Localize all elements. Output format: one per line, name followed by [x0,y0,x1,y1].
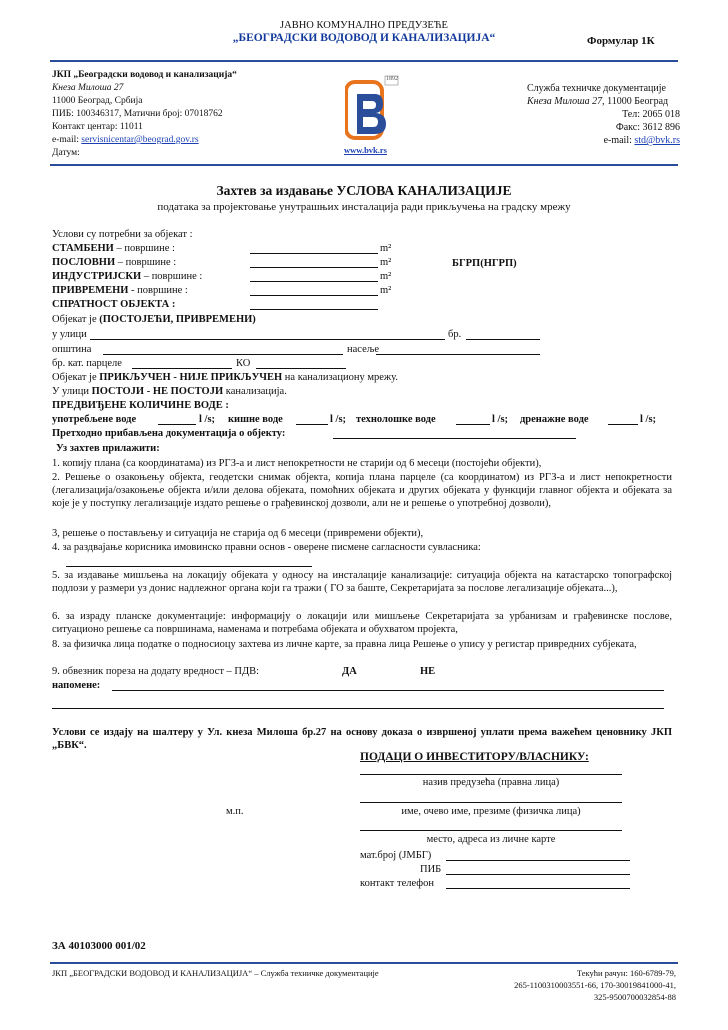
service-address [527,96,668,108]
investor-heading: ПОДАЦИ О ИНВЕСТИТОРУ/ВЛАСНИКУ: [360,751,589,763]
municipality-field[interactable] [103,354,343,355]
unit-temporary: m² [380,285,392,296]
address-caption: место, адреса из личне карте [426,834,556,845]
service-name: Служба техничке документације [527,83,666,94]
sender-ids: ПИБ: 100346317, Матични број: 07018762 [52,109,223,119]
service-email-row [604,135,680,147]
date-label: Датум: [52,148,80,158]
unit-business: m² [380,257,392,268]
bgrp-label: БГРП(НГРП) [452,258,517,269]
form-id: Формулар 1К [587,35,655,47]
footer-account-2: 265-1100310003551-66, 170-30019841000-41, [514,980,676,990]
jmbg-field[interactable] [446,860,630,861]
parcel-label: бр. кат. парцеле [52,358,122,369]
ko-field[interactable] [256,368,346,369]
jmbg-label: мат.број (ЈМБГ) [360,850,432,861]
condition-row-business: ПОСЛОВНИ – површине : [52,257,177,268]
form-subtitle: података за пројектовање унутрашњих инсталација ради прикључења на градску мрежу [157,201,571,213]
logo-year: 1892 [386,76,398,82]
attachment-item-2: 2. Решење о озакоњењу објекта, геодетски снимак објекта, копија плана парцеле (са координатом) из РГЗ-а и лист непокретности (легализација/озакоњење објекта и/или делова објеката, помоћних објеката и других објеката у функцији главног објекта и објеката за које је у поступку легализације издато решење о грађевинској дозволи, али не и решење о употребној дозволи), [52,472,673,509]
vat-no[interactable]: НЕ [420,666,436,677]
note-label: напомене: [52,680,101,691]
street-label: у улици [52,329,87,340]
sender-email-link[interactable]: servisnicentar@beograd.gov.rs [81,135,199,145]
company-caption: назив предузећа (правна лица) [422,777,560,788]
attachments-heading: Уз захтев прилажити: [56,443,160,454]
phone-label: контакт телефон [360,878,434,889]
condition-row-temporary: ПРИВРЕМЕНИ - површине : [52,285,188,296]
qty-tech-unit: l /s; [492,414,509,425]
service-fax: Факс: 3612 896 [615,122,680,133]
sender-contact-center: Контакт центар: 11011 [52,122,143,132]
person-field[interactable] [360,802,622,803]
note-field-2[interactable] [52,708,664,709]
qty-drain-unit: l /s; [640,414,657,425]
number-field[interactable] [466,339,540,340]
sender-divider [50,164,678,166]
connection-row: Објекат је ПРИКЉУЧЕН - НИЈЕ ПРИКЉУЧЕН на канализациону мрежу. [52,372,398,383]
form-title: Захтев за издавање УСЛОВА КАНАЛИЗАЦИЈЕ [216,183,512,198]
pib-field[interactable] [446,874,630,875]
qty-rain-unit: l /s; [330,414,347,425]
service-address-city: , 11000 Београд [602,96,669,107]
qty-tech-label: технолошке воде [356,414,436,425]
service-address-street: Кнеза Милоша 27 [527,96,603,107]
bvk-logo [345,74,399,144]
footer-account-1: Текући рачун: 160-6789-79, [576,968,676,978]
municipality-label: општина [52,344,92,355]
condition-row-industrial: ИНДУСТРИЈСКИ – површине : [52,271,203,282]
number-label: бр. [448,329,462,340]
address-field[interactable] [360,830,622,831]
issue-note: Услови се издају на шалтеру у Ул. кнеза Милоша бр.27 на основу доказа о извршеној уплати према важећем ценовнику ЈКП „БВК“. [52,727,672,751]
sender-street: Кнеза Милоша 27 [52,83,124,93]
company-field[interactable] [360,774,622,775]
phone-field[interactable] [446,888,630,889]
prior-docs-field[interactable] [333,438,576,439]
settlement-label: насеље [347,344,380,355]
conditions-intro: Услови су потребни за објекат : [52,229,193,240]
residential-area-field[interactable] [250,253,378,254]
street-sewer-row: У улици ПОСТОЈИ - НЕ ПОСТОЈИ канализација. [52,386,287,397]
settlement-field[interactable] [376,354,540,355]
industrial-area-field[interactable] [250,281,378,282]
sender-email-label: e-mail: [52,135,79,145]
qty-drain-field[interactable] [608,424,638,425]
attachment-item-3: 3, решење о постављењу и ситуација не старија од 6 месеци (привремени објекти), [52,528,424,539]
person-caption: име, очево име, презиме (физичка лица) [401,806,581,817]
unit-industrial: m² [380,271,392,282]
service-tel: Тел: 2065 018 [622,109,680,120]
condition-row-residential: СТАМБЕНИ – површине : [52,243,175,254]
qty-used-label: употребљене воде [52,414,137,425]
service-email-link[interactable]: std@bvk.rs [634,135,680,146]
qty-rain-field[interactable] [296,424,328,425]
unit-residential: m² [380,243,392,254]
prior-docs-label: Претходно прибављена документација о објекту: [52,428,286,439]
attachment-item-4: 4. за раздвајање корисника имовинско правни основ - оверене писмене сагласности сувласника: [52,542,481,553]
quantities-heading: ПРЕДВИЂЕНЕ КОЛИЧИНЕ ВОДЕ : [52,400,229,411]
attachment-item-8: 8. за физичка лица податке о подносиоцу захтева из личне карте, за правна лица Решење о упису у регистар привредних субјеката, [52,639,637,650]
temporary-area-field[interactable] [250,295,378,296]
floors-field[interactable] [250,309,378,310]
stamp-label: м.п. [226,806,244,817]
note-field[interactable] [112,690,664,691]
qty-used-field[interactable] [158,424,196,425]
attachment-item-1: 1. копију плана (са координатама) из РГЗ-а и лист непокретности не старији од 6 месеци (постојећи објекти), [52,458,542,469]
ko-label: КО [236,358,251,369]
qty-drain-label: дренажне воде [520,414,589,425]
object-status-row: Објекат је (ПОСТОЈЕЋИ, ПРИВРЕМЕНИ) [52,314,256,325]
document-code: ЗА 40103000 001/02 [52,940,146,952]
attachment-item-9: 9. обвезник пореза на додату вредност – ПДВ: [52,666,260,677]
footer-account-3: 325-9500700032854-88 [593,992,676,1002]
header-divider [50,60,678,62]
sender-name: ЈКП „Београдски водовод и канализација“ [52,70,237,80]
attachment-item-6: 6. за израду планске документације: информацију о локацији или мишљење Секретаријата за урбанизам и грађевинске послове, ситуационо решење са површинама, наменама и потребама објеката и обухватом пројекта, [52,611,673,635]
sender-email-row [52,135,199,146]
footer-divider [50,962,678,964]
sender-city: 11000 Београд, Србија [52,96,143,106]
company-line-1: ЈАВНО КОМУНАЛНО ПРЕДУЗЕЋЕ [280,20,448,31]
attachment-item-5: 5. за издавање мишљења на локацију објеката у односу на инсталације канализације: ситуација објекта на катастарско топографској подлози у размери уз донис надлежног органа који га тражи ( ГО за баште, Секретаријата за послове легализације објеката...), [52,570,673,594]
qty-used-unit: l /s; [199,414,216,425]
qty-tech-field[interactable] [456,424,490,425]
qty-rain-label: кишне воде [228,414,283,425]
vat-yes[interactable]: ДА [342,666,357,677]
footer-left: ЈКП „БЕОГРАДСКИ ВОДОВОД И КАНАЛИЗАЦИЈА“ – Служба техничке документације [52,968,379,978]
business-area-field[interactable] [250,267,378,268]
service-email-label: e-mail: [603,135,632,146]
co-owners-field[interactable] [66,566,312,567]
pib-label: ПИБ [420,864,442,875]
company-line-2: „БЕОГРАДСКИ ВОДОВОД И КАНАЛИЗАЦИЈА“ [232,32,496,44]
bvk-website-link[interactable]: www.bvk.rs [344,145,387,155]
floors-label: СПРАТНОСТ ОБЈЕКТА : [52,299,176,310]
street-field[interactable] [90,339,445,340]
parcel-field[interactable] [132,368,232,369]
